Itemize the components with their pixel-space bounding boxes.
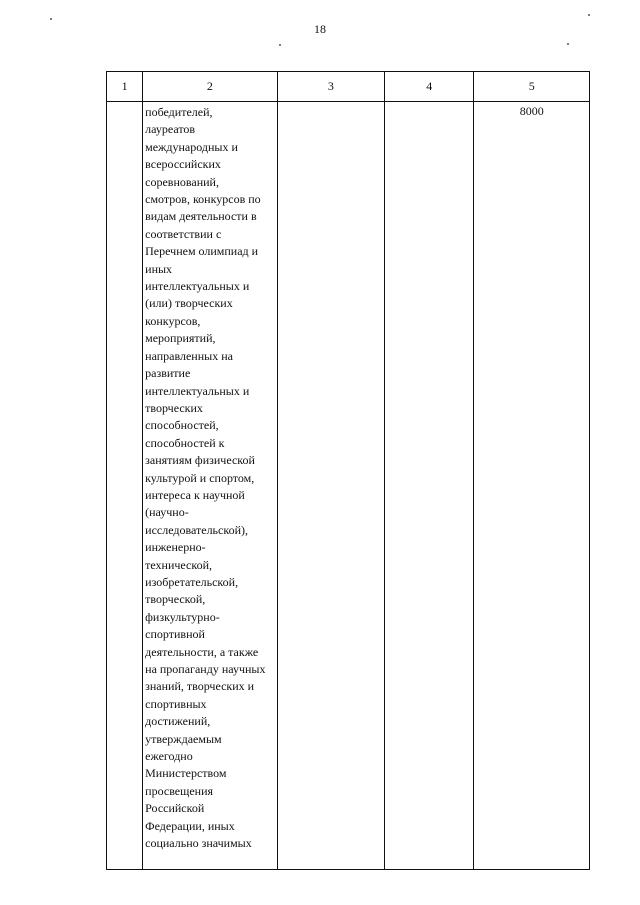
description-line: соревнований, [145,174,219,189]
scan-speck [588,14,590,16]
description-line: физкультурно- [145,609,220,624]
table-row [107,102,590,870]
description-line: деятельности, а также [145,644,259,659]
description-line: международных и [145,139,238,154]
description-line: развитие [145,366,191,381]
description-line: Министерством [145,766,227,781]
description-line: просвещения [145,783,214,798]
description-line: технической, [145,557,213,572]
description-line: видам деятельности в [145,209,257,224]
description-line: культурой и спортом, [145,470,255,485]
description-line: достижений, [145,714,211,729]
description-line: исследовательской), [145,522,248,537]
description-line: спортивной [145,627,205,642]
description-line: творческих [145,400,203,415]
cell-col4 [385,102,474,870]
cell-description [143,102,278,870]
description-line: творческой, [145,592,206,607]
description-line: социально значимых [145,836,252,851]
description-line: спортивных [145,696,207,711]
description-line: соответствии с [145,226,222,241]
description-line: мероприятий, [145,331,216,346]
scan-speck [567,43,569,45]
description-line: (научно- [145,505,189,520]
description-line: направленных на [145,348,233,363]
description-line: инженерно- [145,540,206,555]
description-line: интеллектуальных и [145,279,250,294]
description-line: интереса к научной [145,487,245,502]
description-line: всероссийских [145,157,221,172]
description-line: смотров, конкурсов по [145,192,261,207]
description-line: утверждаемым [145,731,222,746]
scan-speck [50,18,52,20]
description-line: Российской [145,801,205,816]
column-header-4: 4 [385,72,474,102]
description-line: иных [145,261,173,276]
description-line: на пропаганду научных [145,662,266,676]
description-line: занятиям физической [145,453,255,468]
cell-col1 [107,102,143,870]
cell-amount: 8000 [474,102,590,870]
description-line: интеллектуальных и [145,383,250,398]
cell-col3 [277,102,384,870]
table-header-row [107,72,590,102]
description-line: ежегодно [145,749,193,764]
scan-speck [279,44,281,46]
description-lines [145,104,277,852]
column-header-2: 2 [143,72,278,102]
description-line: Федерации, иных [145,818,235,833]
description-line: способностей, [145,418,219,433]
description-line: знаний, творческих и [145,679,255,694]
column-header-5: 5 [474,72,590,102]
column-header-1: 1 [107,72,143,102]
description-line: победителей, [145,105,213,119]
page-number: 18 [314,22,326,36]
description-line: изобретательской, [145,574,239,589]
description-line: (или) творческих [145,296,233,311]
document-table [106,71,590,870]
description-line: лауреатов [145,122,196,137]
column-header-3: 3 [277,72,384,102]
description-line: Перечнем олимпиад и [145,244,259,259]
description-line: конкурсов, [145,313,201,328]
description-line: способностей к [145,435,225,450]
